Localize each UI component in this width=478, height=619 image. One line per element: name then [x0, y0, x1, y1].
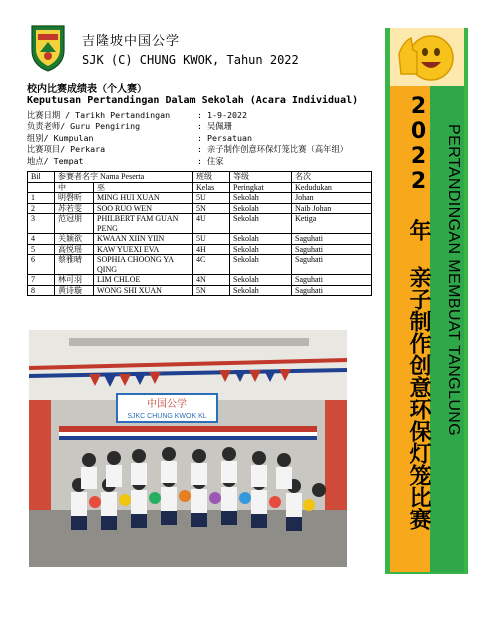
row-name-ms: KWAAN XIIN YIIN: [94, 234, 193, 245]
table-body: [28, 193, 372, 296]
row-name-cn: 关颖欲: [55, 234, 94, 245]
info-row-venue: [27, 156, 224, 167]
header-class: [193, 172, 230, 183]
row-peringkat: Sekolah: [230, 285, 292, 296]
school-name-english: SJK (C) CHUNG KWOK, Tahun 2022: [82, 53, 299, 67]
school-name-chinese: 吉隆坡中国公学: [82, 34, 181, 49]
row-peringkat: Sekolah: [230, 234, 292, 245]
row-kedudukan: Ketiga: [292, 214, 372, 234]
thumbs-up-emoji-icon: [395, 30, 457, 84]
table-header-row: [28, 172, 372, 183]
row-kedudukan: Saguhati: [292, 255, 372, 275]
row-bil: 8: [28, 285, 55, 296]
row-bil: 6: [28, 255, 55, 275]
row-bil: 4: [28, 234, 55, 245]
row-kelas: 4C: [193, 255, 230, 275]
table-row: [28, 214, 372, 234]
header-bil: Bil: [28, 172, 55, 183]
row-name-ms: WONG SHI XUAN: [94, 285, 193, 296]
subheader-ms: 巫: [94, 182, 193, 193]
row-kedudukan: Saguhati: [292, 234, 372, 245]
header-level-ms: Peringkat: [230, 182, 292, 193]
row-bil: 5: [28, 244, 55, 255]
photo-banner-cn: 中国公学: [147, 399, 187, 410]
row-name-ms: KAW YUEXI EVA: [94, 244, 193, 255]
row-peringkat: Sekolah: [230, 214, 292, 234]
header-class-ms: Kelas: [193, 182, 230, 193]
row-name-ms: LIM CHLOE: [94, 275, 193, 286]
photo-banner-en: SJKC CHUNG KWOK KL: [127, 413, 207, 420]
document-title-chinese: 校内比赛成绩表（个人赛）: [27, 84, 147, 95]
table-subheader-row: [28, 182, 372, 193]
header-participant-cn: 参赛者名字: [58, 172, 98, 181]
row-peringkat: Sekolah: [230, 275, 292, 286]
row-name-cn: 高悦瑶: [55, 244, 94, 255]
info-value: : 住家: [197, 156, 224, 166]
row-bil: 2: [28, 203, 55, 214]
row-peringkat: Sekolah: [230, 203, 292, 214]
group-photo: [29, 330, 347, 567]
table-row: [28, 255, 372, 275]
row-name-ms: SOPHIA CHOONG YA QING: [94, 255, 193, 275]
header-level-cn: 等级: [233, 172, 249, 181]
info-key: 比赛日期 / Tarikh Pertandingan: [27, 110, 171, 120]
row-peringkat: Sekolah: [230, 193, 292, 204]
info-value: : 吴佩珊: [197, 121, 232, 131]
document-title-malay: Keputusan Pertandingan Dalam Sekolah (Acara Individual): [27, 95, 359, 106]
info-value: : 亲子制作创意环保灯笼比赛（高年组）: [197, 144, 349, 154]
row-bil: 1: [28, 193, 55, 204]
header-rank-ms: Kedudukan: [292, 182, 372, 193]
header-participant-ms: Nama Peserta: [100, 172, 145, 181]
row-name-cn: 黄诗璇: [55, 285, 94, 296]
info-row-teacher: [27, 121, 232, 132]
row-kedudukan: Johan: [292, 193, 372, 204]
row-bil: 7: [28, 275, 55, 286]
table-row: [28, 234, 372, 245]
table-row: [28, 203, 372, 214]
header-rank-cn: 名次: [295, 172, 311, 181]
row-name-cn: 明磬昕: [55, 193, 94, 204]
info-key: 负责老师/ Guru Pengiring: [27, 121, 141, 131]
row-name-cn: 苏若雯: [55, 203, 94, 214]
row-kelas: 4H: [193, 244, 230, 255]
row-name-cn: 林可羽: [55, 275, 94, 286]
banner-title-malay: PERTANDINGAN MEMBUAT TANGLUNG: [445, 124, 462, 437]
row-kelas: 5U: [193, 193, 230, 204]
banner-title-chinese: 2022 年 亲子制作创意环保灯笼比赛: [406, 94, 431, 530]
header-participant: [55, 172, 193, 183]
info-row-group: [27, 133, 252, 144]
row-name-cn: 范冠朋: [55, 214, 94, 234]
table-row: [28, 285, 372, 296]
info-row-event: [27, 144, 348, 155]
header-rank: [292, 172, 372, 183]
info-value: : Persatuan: [197, 133, 252, 143]
info-row-date: [27, 110, 247, 121]
row-kelas: 4U: [193, 214, 230, 234]
info-key: 地点/ Tempat: [27, 156, 84, 166]
row-kedudukan: Saguhati: [292, 275, 372, 286]
subheader-cn: 中: [55, 182, 94, 193]
header-class-cn: 班级: [196, 172, 212, 181]
row-kedudukan: Naib Johan: [292, 203, 372, 214]
row-name-ms: SOO RUO WEN: [94, 203, 193, 214]
table-row: [28, 275, 372, 286]
header-level: [230, 172, 292, 183]
school-logo-icon: [28, 22, 68, 72]
row-name-ms: PHILBERT FAM GUAN PENG: [94, 214, 193, 234]
results-table: [27, 171, 372, 296]
row-peringkat: Sekolah: [230, 244, 292, 255]
info-value: : 1-9-2022: [197, 110, 247, 120]
row-kelas: 4N: [193, 275, 230, 286]
row-kelas: 5N: [193, 203, 230, 214]
row-peringkat: Sekolah: [230, 255, 292, 275]
info-key: 组别/ Kumpulan: [27, 133, 94, 143]
table-row: [28, 193, 372, 204]
row-kedudukan: Saguhati: [292, 285, 372, 296]
table-row: [28, 244, 372, 255]
row-bil: 3: [28, 214, 55, 234]
row-name-cn: 蔡雅晴: [55, 255, 94, 275]
row-kelas: 5U: [193, 234, 230, 245]
row-kelas: 5N: [193, 285, 230, 296]
info-key: 比赛项目/ Perkara: [27, 144, 106, 154]
row-name-ms: MING HUI XUAN: [94, 193, 193, 204]
row-kedudukan: Saguhati: [292, 244, 372, 255]
